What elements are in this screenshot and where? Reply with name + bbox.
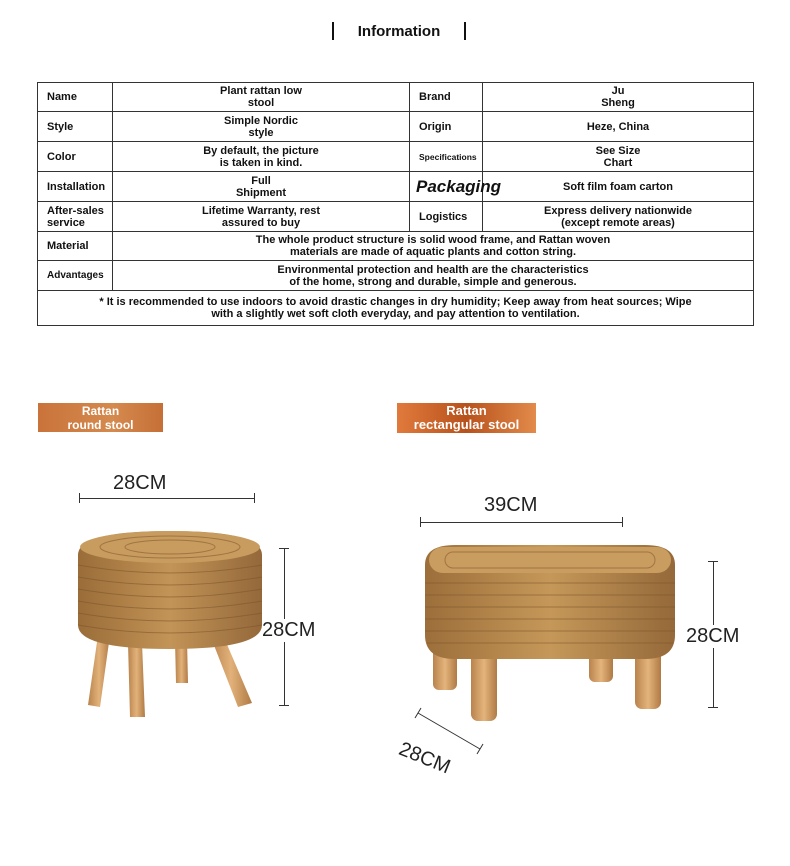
spec-value: See Size Chart [483, 142, 754, 172]
round-width-line [79, 498, 255, 499]
section-title [0, 18, 790, 48]
care-note: * It is recommended to use indoors to avoid drastic changes in dry humidity; Keep away from heat sources; Wipe with a slightly wet soft cloth everyday, and pay attention to ventilation. [38, 291, 754, 326]
table-row [38, 142, 754, 172]
spec-value: Express delivery nationwide (except remote areas) [483, 202, 754, 232]
spec-label: After-sales service [38, 202, 113, 232]
spec-value: Plant rattan low stool [113, 83, 410, 112]
rect-depth-label: 28CM [395, 738, 454, 779]
round-height-tick [279, 548, 289, 549]
rect-height-tick [708, 707, 718, 708]
spec-label: Material [38, 232, 113, 261]
table-row [38, 83, 754, 112]
spec-label: Advantages [38, 261, 113, 291]
rect-width-tick [622, 517, 623, 527]
round-height-tick [279, 705, 289, 706]
spec-value: Heze, China [483, 112, 754, 142]
table-row [38, 261, 754, 291]
spec-label: Color [38, 142, 113, 172]
title-divider-right [464, 22, 466, 40]
round-height-label: 28CM [262, 619, 316, 641]
spec-value: Lifetime Warranty, rest assured to buy [113, 202, 410, 232]
spec-value: Soft film foam carton [483, 172, 754, 202]
rect-stool-tag: Rattan rectangular stool [397, 403, 536, 433]
spec-value: Ju Sheng [483, 83, 754, 112]
rect-width-line [420, 522, 623, 523]
page-title: Information [357, 23, 441, 40]
spec-label: Packaging [410, 172, 483, 202]
spec-value: By default, the picture is taken in kind. [113, 142, 410, 172]
round-width-label: 28CM [113, 472, 167, 494]
spec-value: The whole product structure is solid wood frame, and Rattan woven materials are made of aquatic plants and cotton string. [113, 232, 754, 261]
rect-width-label: 39CM [484, 494, 538, 516]
rect-stool-image [415, 535, 685, 725]
round-width-tick [254, 493, 255, 503]
spec-label: Style [38, 112, 113, 142]
spec-label: Name [38, 83, 113, 112]
spec-label: Brand [410, 83, 483, 112]
spec-label: Installation [38, 172, 113, 202]
spec-value: Environmental protection and health are the characteristics of the home, strong and durable, simple and generous. [113, 261, 754, 291]
rect-width-tick [420, 517, 421, 527]
table-row [38, 232, 754, 261]
round-stool-image [70, 525, 270, 725]
round-width-tick [79, 493, 80, 503]
spec-value: Full Shipment [113, 172, 410, 202]
rect-height-tick [708, 561, 718, 562]
spec-label: Specifications [410, 142, 483, 172]
table-row [38, 291, 754, 326]
spec-label: Origin [410, 112, 483, 142]
spec-label: Logistics [410, 202, 483, 232]
rect-height-label: 28CM [686, 625, 740, 647]
spec-value: Simple Nordic style [113, 112, 410, 142]
round-stool-tag: Rattan round stool [38, 403, 163, 432]
table-row [38, 172, 754, 202]
table-row [38, 112, 754, 142]
table-row [38, 202, 754, 232]
spec-table [37, 82, 754, 326]
